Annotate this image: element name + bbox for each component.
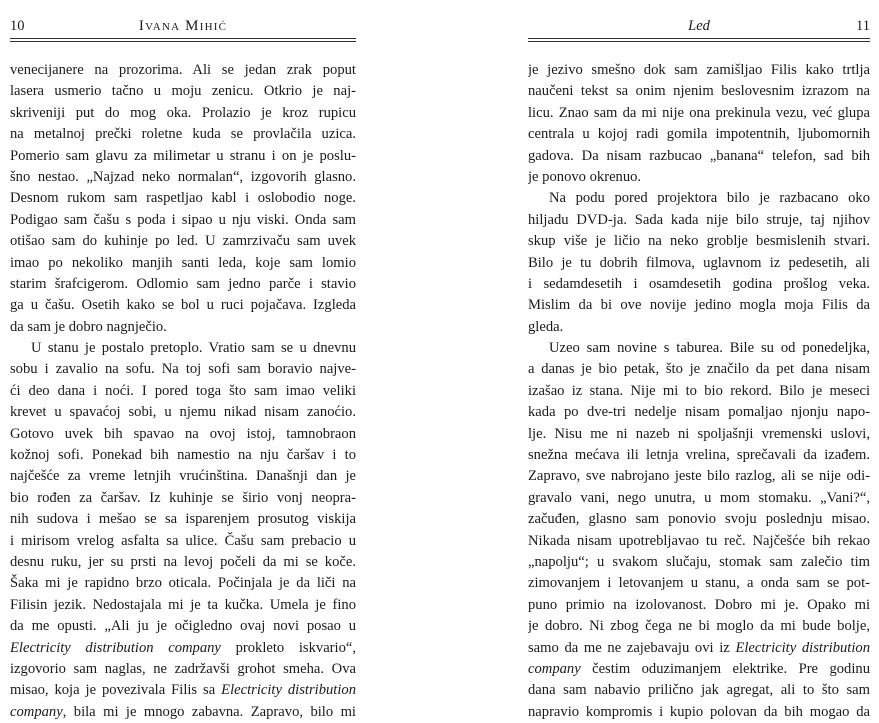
text-line: naučeni tekst sa onim njenim beslovesnim izrazom na [528,83,870,100]
text-line: misao, koja je povezivala Filis sa Electricity distribution [10,682,356,699]
text-line: zimovanjem i letovanjem u stanu, a onda sam se pot- [528,575,870,592]
text-line: začuđen, glasno sam ponovio svoju poslednju misao. [528,511,870,528]
text-line: gravalo vani, nego unutra, u mom stomaku. „Vani?“, [528,489,870,506]
text-line: dana sam nabavio prilično jak agregat, ali to što sam [528,682,870,699]
text-line: Šaka mi je rapidno brzo oticala. Počinjala je da liči na [10,575,356,592]
text-line: je dobro. Ni zbog čega ne bi moglo da mi bude bolje, [528,618,870,635]
text-line: licu. Znao sam da mi nije ona prekinula vezu, već glupa [528,104,870,121]
text-line: a danas je bio petak, što je značilo da pet dana nisam [528,361,870,378]
text-line: i sedamdesetih i osamdesetih godina prošlog veka. [528,275,870,292]
text-line: je ponovo okrenuo. [528,168,642,185]
text-line: kožnoj sofi. Ponekad bih namestio na nju čaršav i to [10,447,356,464]
text-line: Desnom rukom sam raspetljao kabl i oslobodio noge. [10,190,356,207]
text-line: Mislim da bi ove novije jedino mogla moja Filis da [528,297,870,314]
text-line: lasera usmerio tačno u moju zenicu. Otkrio je naj- [10,83,356,100]
text-line: Podigao sam čašu s poda i sipao u nju viski. Onda sam [10,211,356,228]
text-line: imao po nekoliko manjih santi leda, koje sam lomio [10,254,356,271]
text-line: puno primio na izolovanost. Dobro mi je. Opako mi [528,596,870,613]
text-line: Nikada nisam upotrebljavao tu reč. Najčešće bih rekao [528,532,870,549]
text-line: U stanu je postalo pretoplo. Vratio sam se u dnevnu [31,340,356,357]
text-line: da sam je dobro nagnječio. [10,318,167,335]
text-line: sobu i zavalio na sofu. Na toj sofi sam boravio najve- [10,361,356,378]
text-line: otišao sam do kuhinje po led. U zamrzivaču sam uvek [10,233,356,250]
page-number: 11 [856,18,870,34]
text-line: skup više je ličio na neko groblje besmislenih stvari. [528,233,870,250]
text-line: hiljadu DVD-ja. Sada kada nije bilo struje, taj njihov [528,211,870,228]
text-line: je jezivo smešno dok sam zamišljao Filis kako trtlja [528,62,870,78]
text-line: Uzeo sam novine s taburea. Bile su od ponedeljka, [549,340,870,357]
text-line: Bilo je tu dobrih filmova, uglavnom iz pedesetih, ali [528,254,870,271]
running-head-title: Led [688,18,710,34]
header-rule [10,38,356,39]
text-line: Gotovo uvek bih spavao na ovoj istoj, tamnobraon [10,425,356,442]
text-line: Filisin jezik. Nedostajala mi je ta kučka. Umela je fino [10,596,356,613]
body-text [10,60,356,723]
text-line: centrala u kojoj radi gomila impotentnih, ljubomornih [528,126,870,143]
text-line: samo da me ne zajebavaju ovi iz Electricity distribution [528,639,870,656]
text-line: nih sudova i mešao se sa isparenjem prosutog viskija [10,511,356,528]
text-line: ga u čašu. Osetih kako se bol u ruci pojačava. Izgleda [10,297,356,314]
text-line: izgovorio sam naglas, ne zadržavši grohot smeha. Ova [10,660,356,677]
text-line: bio rođen za čaršav. Iz kuhinje se širio vonj neopra- [10,489,356,506]
text-line: lje. Nisu me ni nazeb ni spoljašnji vremenski uslovi, [528,425,870,442]
text-line: starim šrafcigerom. Odlomio sam jedno parče i stavio [10,275,356,292]
text-line: company, bila mi je mnogo zabavna. Zapravo, bilo mi [10,703,356,720]
right-page-header [528,15,870,39]
body-text [528,60,870,723]
running-head-author: Ivana Mihić [138,18,228,34]
text-line: na metalnoj prečki roletne kuda se provlačila uzica. [10,126,356,143]
text-line: i mirisom vrelog asfalta sa ulice. Čašu sam prebacio u [10,532,356,549]
text-line: „napolju“; u svakom slučaju, stomak sam zalečio tim [528,553,870,570]
text-line: kada po dve-tri nedelje nisam pomaljao njonju napo- [528,404,870,421]
text-line: najčešće za vreme letnjih vrućinština. Današnji dan je [10,468,356,485]
text-line: izašao iz stana. Nije mi to bio rekord. Bilo je meseci [528,382,870,399]
page-number: 10 [10,18,25,34]
text-line: krevet u spavaćoj sobi, u njemu nikad nisam zanoćio. [10,404,356,421]
text-line: šno nestao. „Najzad neko normalan“, izgovorih glasno. [10,168,356,185]
text-line: skriveniji put do mog oka. Prolazio je kroz rupicu [10,104,356,121]
text-line: ći deo dana i noći. I pored toga što sam imao veliki [10,382,356,399]
text-line: company čestim oduzimanjem elektrike. Pre godinu [528,660,870,677]
header-rule [10,41,356,42]
text-line: Electricity distribution company prokleto iskvario“, [10,639,356,656]
text-line: gadova. Da nisam razbucao „banana“ telefon, sad bih [528,147,870,164]
text-line: snežna mećava ili letnja vrelina, sprečavali da izađem. [528,447,870,464]
right-page [528,0,870,720]
text-line: Pomerio sam glavu za milimetar u stranu i on je poslu- [10,147,356,164]
header-rule [528,38,870,39]
text-line: desnu ruku, jer su prsti na levoj počeli da mi se koče. [10,553,356,570]
text-line: napravio kompromis i kupio polovan da bih mogao da [528,703,870,720]
left-page [10,0,356,720]
text-line: Na podu pored projektora bilo je razbacano oko [549,190,870,207]
text-line: Zapravo, sve nabrojano jeste bilo razlog, ali se nije odi- [528,468,870,485]
text-line: venecijanere na prozorima. Ali se jedan zrak poput [10,62,356,78]
text-line: da me opusti. „Ali ju je očigledno ovaj novi posao u [10,618,356,635]
left-page-header [10,15,356,39]
header-rule [528,41,870,42]
text-line: gleda. [528,318,564,335]
